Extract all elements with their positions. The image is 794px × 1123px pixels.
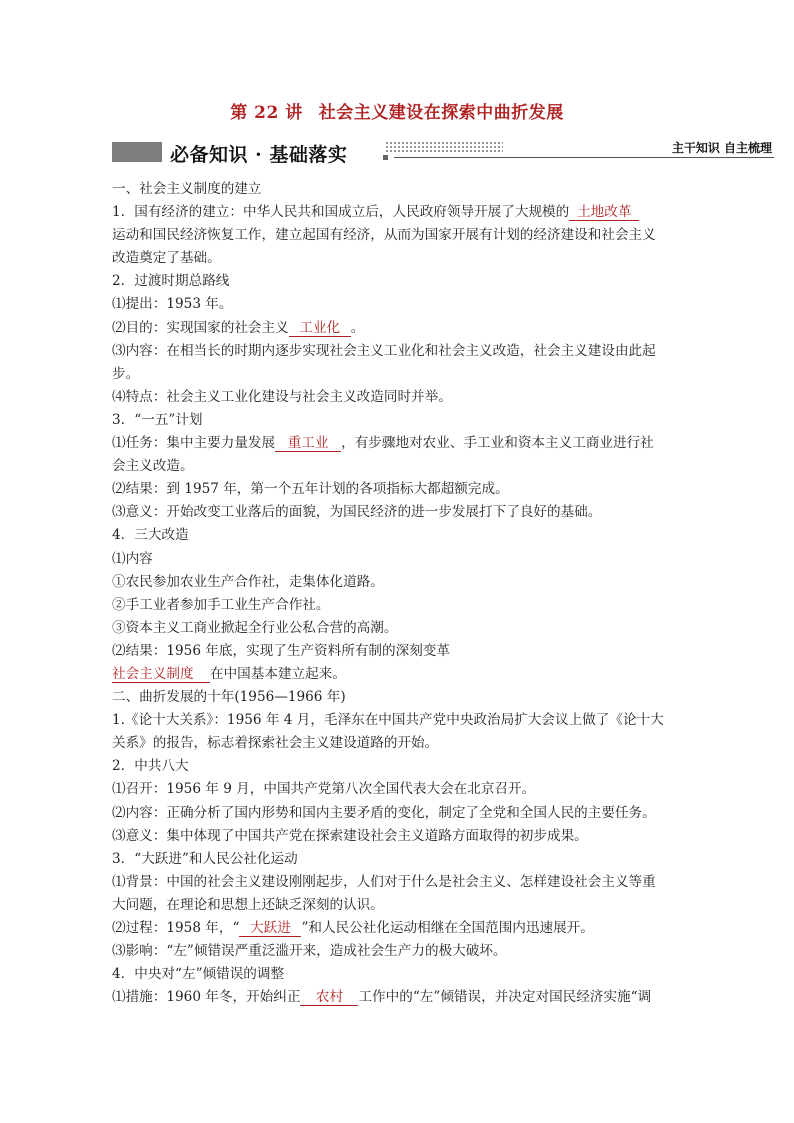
subheading: 2．中共八大	[112, 758, 189, 775]
paragraph-line: 1．国有经济的建立：中华人民共和国成立后，人民政府领导开展了大规模的 土地改革	[112, 201, 684, 224]
paragraph-line: ⑵内容：正确分析了国内形势和国内主要矛盾的变化，制定了全党和全国人民的主要任务。	[112, 804, 656, 821]
paragraph-line: 运动和国民经济恢复工作，建立起国有经济，从而为国家开展有计划的经济建设和社会主义	[112, 227, 656, 244]
paragraph-line: ⑴措施：1960 年冬，开始纠正 农村 工作中的“左”倾错误，并决定对国民经济实施“调	[112, 989, 652, 1006]
answer-fill: 重工业	[275, 435, 341, 452]
banner-grey-block	[112, 142, 162, 162]
paragraph-line: ①农民参加农业生产合作社，走集体化道路。	[112, 573, 384, 590]
subheading: 3．“大跃进”和人民公社化运动	[112, 850, 298, 867]
answer-fill: 工业化	[289, 320, 351, 337]
paragraph-line: 会主义改造。	[112, 458, 194, 475]
answer-fill: 土地改革	[569, 204, 639, 221]
answer-fill: 农村	[300, 989, 358, 1006]
section-heading-1: 一、社会主义制度的建立	[112, 181, 262, 197]
banner-heading: 必备知识 · 基础落实	[170, 144, 348, 166]
banner-right-tag: 主干知识 自主梳理	[671, 141, 772, 155]
paragraph-line: ⑶内容：在相当长的时期内逐步实现社会主义工业化和社会主义改造，社会主义建设由此起	[112, 342, 656, 359]
subheading: 3．“一五”计划	[112, 411, 203, 428]
paragraph-line: ⑷特点：社会主义工业化建设与社会主义改造同时并举。	[112, 388, 452, 405]
section-heading-2: 二、曲折发展的十年(1956—1966 年)	[112, 689, 346, 706]
banner-dot-pattern	[385, 141, 503, 153]
paragraph-line: ③资本主义工商业掀起全行业公私合营的高潮。	[112, 619, 398, 636]
paragraph-line: 大问题，在理论和思想上还缺乏深刻的认识。	[112, 896, 384, 913]
paragraph-line: ⑵目的：实现国家的社会主义 工业化 。	[112, 319, 365, 336]
paragraph-line: ⑶意义：集中体现了中国共产党在探索建设社会主义道路方面取得的初步成果。	[112, 827, 588, 844]
paragraph-line: ⑶意义：开始改变工业落后的面貌，为国民经济的进一步发展打下了良好的基础。	[112, 504, 602, 521]
paragraph-line: 社会主义制度 在中国基本建立起来。	[112, 665, 346, 682]
paragraph-line: ⑴背景：中国的社会主义建设刚刚起步，人们对于什么是社会主义、怎样建设社会主义等重	[112, 873, 656, 890]
paragraph-line: ⑴内容	[112, 550, 153, 567]
paragraph-line: ②手工业者参加手工业生产合作社。	[112, 596, 330, 613]
subheading: 4．中央对“左”倾错误的调整	[112, 966, 285, 983]
content-body	[112, 178, 684, 1009]
lesson-number: 第 22 讲	[230, 103, 303, 123]
paragraph-line: ⑴提出：1953 年。	[112, 296, 233, 313]
paragraph-line: 关系》的报告，标志着探索社会主义建设道路的开始。	[112, 735, 439, 752]
paragraph-line: 步。	[112, 365, 140, 382]
answer-fill: 社会主义制度	[112, 666, 210, 683]
paragraph-line: 改造奠定了基础。	[112, 250, 221, 267]
banner-square-marker	[383, 155, 388, 160]
subheading: 4．三大改造	[112, 527, 189, 544]
paragraph-line: ⑴召开：1956 年 9 月，中国共产党第八次全国代表大会在北京召开。	[112, 781, 536, 798]
paragraph-line: 1.《论十大关系》：1956 年 4 月，毛泽东在中国共产党中央政治局扩大会议上做了《论十大	[112, 712, 664, 729]
paragraph-line: ⑶影响：“左”倾错误严重泛滥开来，造成社会生产力的极大破坏。	[112, 943, 507, 960]
paragraph-line: ⑵结果：到 1957 年，第一个五年计划的各项指标大都超额完成。	[112, 481, 509, 498]
answer-fill: 大跃进	[239, 920, 301, 937]
paragraph-line: ⑵结果：1956 年底，实现了生产资料所有制的深刻变革	[112, 642, 450, 659]
lesson-title	[0, 98, 794, 123]
lesson-topic: 社会主义建设在探索中曲折发展	[318, 103, 564, 123]
section-banner	[112, 139, 774, 167]
paragraph-line: ⑵过程：1958 年，“ 大跃进 ”和人民公社化运动相继在全国范围内迅速展开。	[112, 920, 594, 936]
subheading: 2．过渡时期总路线	[112, 273, 230, 290]
banner-rule	[394, 157, 774, 158]
paragraph-line: ⑴任务：集中主要力量发展 重工业 ，有步骤地对农业、手工业和资本主义工商业进行社	[112, 435, 654, 452]
